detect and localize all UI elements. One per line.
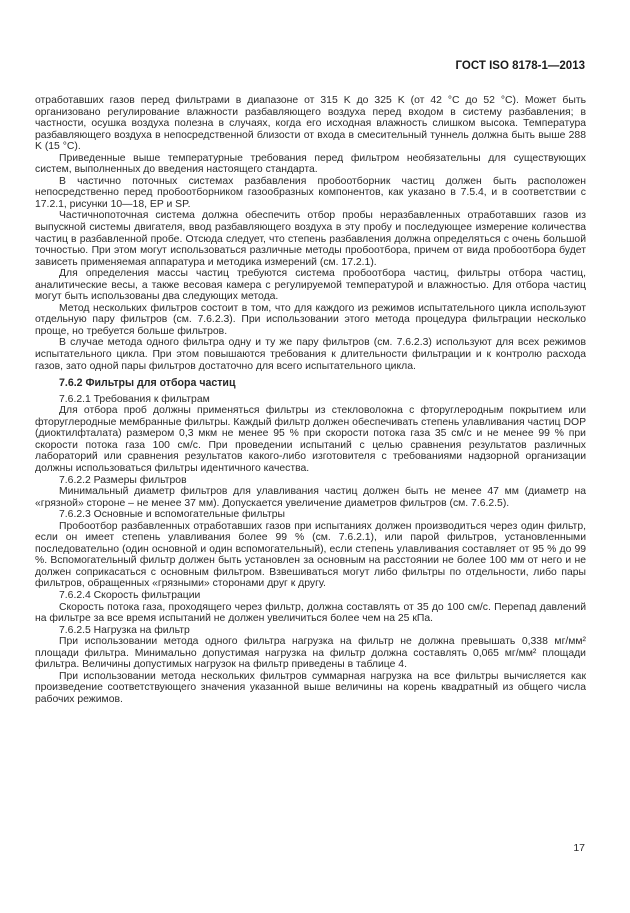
paragraph: Для отбора проб должны применяться фильтры из стекловолокна с фторуглеродным покрытием или фторуглеродные мембранные фильтры. Каждый фильтр должен обеспечивать степень улавливания частиц DOP (диоктилфталата) размером 0,3 мкм не менее 95 % при скорости потока газа 35 см/с и не менее 99 % при скорости потока газа 100 см/с. При проведении испытаний с целью сравнения результатов различных лабораторий или сравнения результатов какого-либо изготовителя с требованиями надзорной организации должны использоваться фильтры идентичного качества.	[35, 405, 586, 474]
subsection-title: 7.6.2.5 Нагрузка на фильтр	[59, 624, 190, 636]
subsection-title: 7.6.2.1 Требования к фильтрам	[59, 393, 210, 405]
paragraph: Минимальный диаметр фильтров для улавливания частиц должен быть не менее 47 мм (диаметр на «грязной» стороне – не менее 37 мм). Допускается увеличение диаметров фильтров (см. 7.6.2.5).	[35, 486, 586, 509]
subsection-title: 7.6.2.2 Размеры фильтров	[59, 474, 187, 486]
paragraph: Пробоотбор разбавленных отработавших газов при испытаниях должен производиться через один фильтр, если он имеет степень улавливания более 99 % (см. 7.6.2.1), или парой фильтров, установленными последовательно (один основной и один вспомогательный), если степень улавливания составляет от 95 % до 99 %. Вспомогательный фильтр должен быть установлен за основным на расстоянии не более 100 мм от него и не должен соприкасаться с основным фильтром. Взвешиваться могут либо фильтры по отдельности, либо пары фильтров, обращенных «грязными» сторонами друг к другу.	[35, 520, 586, 590]
paragraph: Метод нескольких фильтров состоит в том, что для каждого из режимов испытательного цикла используют отдельную пару фильтров (см. 7.6.2.3). При использовании этого метода процедура фильтрации несколько проще, но требуется больше фильтров.	[35, 302, 586, 337]
paragraph: Приведенные выше температурные требования перед фильтром необязательны для существующих систем, выполненных до введения настоящего стандарта.	[35, 152, 586, 176]
paragraph: В частично поточных системах разбавления пробоотборник частиц должен быть расположен непосредственно перед пробоотборником газообразных компонентов, как указано в 7.5.4, и в соответствии с 17.2.1, рисунки 10—18, EP и SP.	[35, 175, 586, 210]
paragraph: В случае метода одного фильтра одну и ту же пару фильтров (см. 7.6.2.3) используют для всех режимов испытательного цикла. При этом повышаются требования к длительности фильтрации и к контролю расхода газов, зато одной пары фильтров достаточно для всего испытательного цикла.	[35, 337, 586, 372]
section-heading: 7.6.2 Фильтры для отбора частиц	[59, 377, 236, 390]
page-body	[35, 95, 586, 705]
paragraph: При использовании метода одного фильтра нагрузка на фильтр не должна превышать 0,338 мг/мм² площади фильтра. Минимально допустимая нагрузка на фильтр должна составлять 0,065 мг/мм² площади фильтра. Величины допустимых нагрузок на фильтр приведены в таблице 4.	[35, 636, 586, 671]
page-number: 17	[573, 842, 585, 854]
document-header: ГОСТ ISO 8178-1—2013	[455, 60, 585, 72]
subsection-title: 7.6.2.4 Скорость фильтрации	[59, 589, 201, 601]
paragraph: Для определения массы частиц требуются система пробоотбора частиц, фильтры отбора частиц, аналитические весы, а также весовая камера с регулируемой температурой и влажностью. Для отбора частиц могут быть использованы два следующих метода.	[35, 268, 586, 303]
paragraph: При использовании метода нескольких фильтров суммарная нагрузка на все фильтры вычисляется как произведение соответствующего значения указанной выше величины на корень квадратный из общего числа рабочих режимов.	[35, 670, 586, 705]
subsection-title: 7.6.2.3 Основные и вспомогательные фильтры	[59, 509, 286, 521]
paragraph: Частичнопоточная система должна обеспечить отбор пробы неразбавленных отработавших газов из выпускной системы двигателя, ввод разбавляющего воздуха в эту пробу и последующее измерение количества частиц в разбавленной пробе. Отсюда следует, что степень разбавления должна определяться с очень большой точностью. При этом могут использоваться различные методы пробоотбора, причем от вида пробоотбора будет зависеть применяемая аппаратура и методика измерений (см. 17.2.1).	[35, 210, 586, 268]
paragraph: Скорость потока газа, проходящего через фильтр, должна составлять от 35 до 100 см/с. Перепад давлений на фильтре за все время испытаний не должен увеличиться более чем на 25 кПа.	[35, 601, 586, 625]
paragraph: отработавших газов перед фильтрами в диапазоне от 315 K до 325 K (от 42 °C до 52 °C). Может быть организовано регулирование влажности разбавляющего воздуха перед входом в систему разбавления; в частности, осушка воздуха полезна в случаях, когда его исходная влажность слишком высока. Температура разбавляющего воздуха в непосредственной близости от входа в смесительный туннель должна быть выше 288 K (15 °C).	[35, 95, 586, 153]
